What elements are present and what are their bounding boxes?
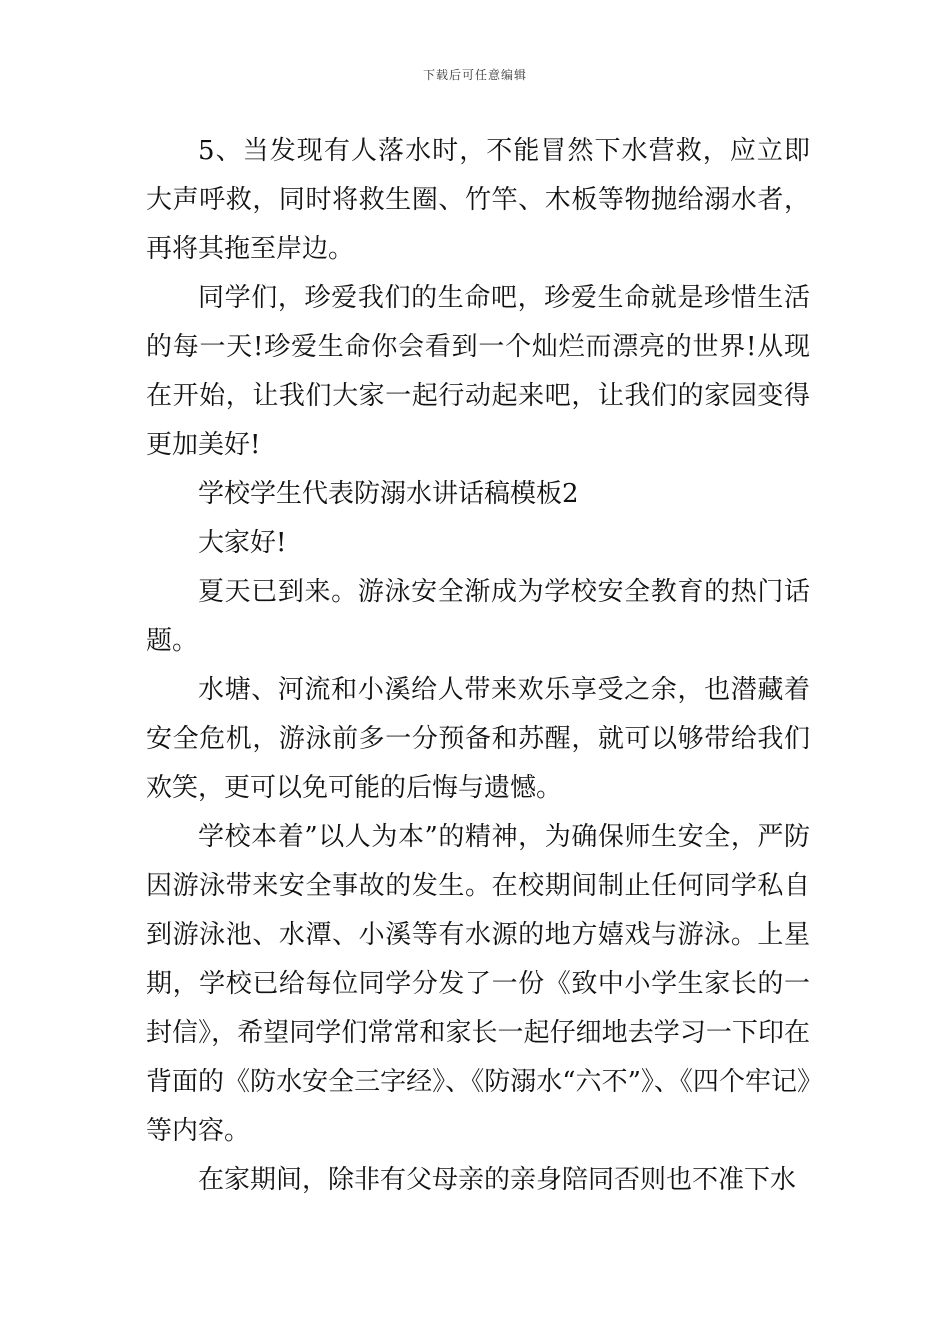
document-body [146,127,810,1205]
paragraph-summer: 夏天已到来。游泳安全渐成为学校安全教育的热门话题。 [146,577,810,656]
paragraph-water-danger: 水塘、河流和小溪给人带来欢乐享受之余，也潜藏着安全危机，游泳前多一分预备和苏醒，就可以够带给我们欢笑，更可以免可能的后悔与遗憾。 [146,675,810,803]
paragraph-cherish-life: 同学们，珍爱我们的生命吧，珍爱生命就是珍惜生活的每一天!珍爱生命你会看到一个灿烂而漂亮的世界!从现在开始，让我们大家一起行动起来吧，让我们的家园变得更加美好! [146,283,810,460]
paragraph-school-policy: 学校本着”以人为本”的精神，为确保师生安全，严防因游泳带来安全事故的发生。在校期间制止任何同学私自到游泳池、水潭、小溪等有水源的地方嬉戏与游泳。上星期，学校已给每位同学分发了一份《致中小学生家长的一封信》，希望同学们常常和家长一起仔细地去学习一下印在背面的《防水安全三字经》、《防溺水“六不”》、《四个牢记》等内容。 [146,822,810,1146]
section-title: 学校学生代表防溺水讲话稿模板2 [198,479,579,509]
paragraph-at-home: 在家期间，除非有父母亲的亲身陪同否则也不准下水 [198,1165,797,1195]
paragraph-rescue-tip: 5、当发现有人落水时，不能冒然下水营救，应立即大声呼救，同时将救生圈、竹竿、木板等物抛给溺水者，再将其拖至岸边。 [146,136,810,264]
greeting: 大家好! [198,528,287,558]
header-note: 下载后可任意编辑 [422,68,527,82]
